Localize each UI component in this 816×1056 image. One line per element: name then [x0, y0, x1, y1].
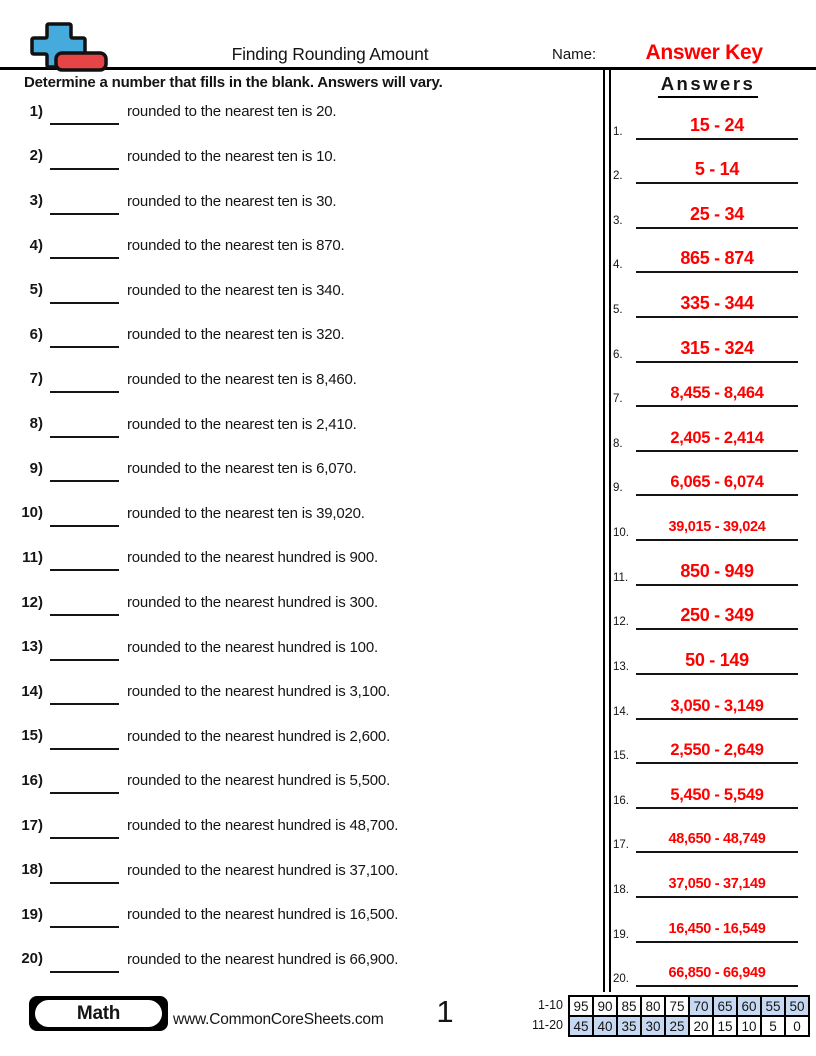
question-text: rounded to the nearest ten is 870. [127, 237, 345, 255]
answer-value: 50 - 149 [685, 649, 749, 670]
score-cell: 10 [736, 1015, 762, 1037]
question-row [0, 357, 600, 402]
question-number: 20) [21, 950, 43, 968]
score-cell: 35 [616, 1015, 642, 1037]
question-blank-line [50, 509, 119, 527]
question-text: rounded to the nearest hundred is 300. [127, 594, 378, 611]
question-row [0, 937, 600, 982]
score-cell: 15 [712, 1015, 738, 1037]
answer-row [610, 318, 806, 363]
question-number: 18) [21, 861, 43, 879]
answer-value: 5,450 - 5,549 [670, 785, 764, 804]
answer-row [610, 452, 806, 497]
answer-number: 15. [613, 750, 629, 763]
question-row [0, 446, 600, 491]
answer-row [610, 229, 806, 274]
question-text: rounded to the nearest hundred is 3,100. [127, 683, 391, 701]
answer-row [610, 541, 806, 586]
question-blank-line [50, 955, 119, 973]
minus-icon [56, 53, 106, 70]
answer-number: 4. [613, 259, 623, 272]
question-row [0, 89, 600, 134]
answer-row [610, 898, 806, 943]
answer-value: 8,455 - 8,464 [670, 384, 764, 403]
answer-row [610, 630, 806, 675]
instructions: Determine a number that fills in the blank. Answers will vary. [24, 74, 443, 91]
answer-value: 15 - 24 [690, 114, 744, 135]
question-blank-line [50, 910, 119, 928]
header-rule [0, 67, 816, 70]
score-cell: 90 [592, 995, 618, 1017]
question-row [0, 580, 600, 625]
score-cell: 75 [664, 995, 690, 1017]
answer-row [610, 720, 806, 765]
question-text: rounded to the nearest ten is 39,020. [127, 504, 365, 522]
question-text: rounded to the nearest hundred is 900. [127, 549, 378, 567]
score-table [522, 995, 810, 1037]
question-row [0, 267, 600, 312]
question-row [0, 134, 600, 179]
score-cell: 80 [640, 995, 666, 1017]
question-blank-line [50, 598, 119, 616]
question-blank-line [50, 420, 119, 438]
question-row [0, 535, 600, 580]
score-cells [568, 995, 810, 1017]
question-text: rounded to the nearest ten is 10. [127, 147, 337, 165]
question-number: 1) [29, 102, 43, 120]
question-text: rounded to the nearest ten is 2,410. [127, 415, 357, 433]
score-cell: 70 [688, 995, 714, 1017]
question-row [0, 401, 600, 446]
score-cell: 60 [736, 995, 762, 1017]
answer-number: 11. [613, 571, 629, 584]
name-value-answer-key: Answer Key [645, 41, 763, 64]
question-number: 2) [29, 147, 43, 165]
question-number: 13) [21, 638, 43, 656]
question-text: rounded to the nearest ten is 6,070. [127, 460, 357, 478]
answer-row [610, 853, 806, 898]
answer-number: 5. [613, 304, 623, 317]
question-number: 12) [21, 593, 43, 611]
answer-number: 18. [613, 883, 629, 896]
question-row [0, 758, 600, 803]
answers-column-title: Answers [658, 73, 759, 98]
questions-list [0, 89, 600, 981]
question-number: 5) [29, 281, 43, 299]
answer-number: 10. [613, 527, 629, 540]
answer-number: 6. [613, 348, 623, 361]
answer-row [610, 184, 806, 229]
answer-number: 8. [613, 437, 623, 450]
question-blank-line [50, 821, 119, 839]
question-number: 19) [21, 905, 43, 923]
question-blank-line [50, 553, 119, 571]
question-row [0, 624, 600, 669]
question-blank-line [50, 286, 119, 304]
answer-row [610, 407, 806, 452]
score-row-label: 11-20 [531, 1018, 563, 1032]
question-number: 17) [21, 816, 43, 834]
answer-value: 25 - 34 [690, 203, 744, 224]
question-blank-line [50, 197, 119, 215]
question-number: 3) [29, 192, 43, 210]
question-blank-line [50, 687, 119, 705]
answer-value: 2,550 - 2,649 [670, 741, 764, 760]
score-cell: 25 [664, 1015, 690, 1037]
score-cell: 45 [568, 1015, 594, 1037]
question-number: 6) [29, 325, 43, 343]
question-text: rounded to the nearest hundred is 16,500. [127, 906, 399, 924]
score-row-11-20 [522, 1015, 810, 1037]
question-text: rounded to the nearest hundred is 48,700. [127, 817, 399, 835]
question-blank-line [50, 643, 119, 661]
answer-value: 335 - 344 [680, 293, 754, 314]
question-text: rounded to the nearest ten is 320. [127, 326, 345, 344]
question-blank-line [50, 732, 119, 750]
answer-number: 13. [613, 660, 629, 673]
answer-row [610, 496, 806, 541]
score-cell: 65 [712, 995, 738, 1017]
score-cell: 0 [784, 1015, 810, 1037]
website-link: www.CommonCoreSheets.com [173, 1011, 384, 1028]
name-row [552, 40, 812, 65]
score-cell: 20 [688, 1015, 714, 1037]
answer-value: 39,015 - 39,024 [668, 519, 766, 536]
score-row-label: 1-10 [537, 998, 563, 1012]
question-number: 9) [29, 459, 43, 477]
question-text: rounded to the nearest hundred is 2,600. [127, 727, 391, 745]
answer-number: 17. [613, 839, 629, 852]
question-blank-line [50, 375, 119, 393]
plus-minus-logo [27, 21, 112, 78]
question-number: 14) [21, 682, 43, 700]
answer-number: 9. [613, 482, 623, 495]
score-cell: 95 [568, 995, 594, 1017]
answer-number: 16. [613, 794, 629, 807]
answer-row [610, 809, 806, 854]
plus-minus-logo-icon [27, 21, 112, 73]
answer-row [610, 273, 806, 318]
question-blank-line [50, 241, 119, 259]
answer-number: 12. [613, 616, 629, 629]
answer-value: 850 - 949 [680, 560, 754, 581]
question-row [0, 223, 600, 268]
answer-row [610, 95, 806, 140]
score-cell: 85 [616, 995, 642, 1017]
answer-row [610, 140, 806, 185]
answer-number: 2. [613, 170, 623, 183]
score-row-1-10 [522, 995, 810, 1017]
answers-list [610, 95, 806, 987]
score-cells [568, 1015, 810, 1037]
question-row [0, 892, 600, 937]
answer-row [610, 675, 806, 720]
question-row [0, 714, 600, 759]
question-text: rounded to the nearest ten is 340. [127, 281, 345, 299]
score-cell: 40 [592, 1015, 618, 1037]
score-cell: 55 [760, 995, 786, 1017]
name-label: Name: [552, 46, 597, 63]
question-text: rounded to the nearest hundred is 66,900. [127, 950, 399, 968]
answer-value: 865 - 874 [680, 248, 754, 269]
answer-value: 66,850 - 66,949 [668, 965, 766, 982]
question-row [0, 803, 600, 848]
answer-row [610, 586, 806, 631]
question-number: 15) [21, 727, 43, 745]
answer-row [610, 363, 806, 408]
answer-number: 3. [613, 214, 623, 227]
answer-number: 1. [613, 125, 623, 138]
question-text: rounded to the nearest hundred is 37,100. [127, 861, 399, 879]
question-text: rounded to the nearest ten is 30. [127, 192, 337, 210]
question-text: rounded to the nearest ten is 20. [127, 103, 337, 121]
score-cell: 30 [640, 1015, 666, 1037]
score-cell: 50 [784, 995, 810, 1017]
question-number: 16) [21, 771, 43, 789]
question-number: 7) [29, 370, 43, 388]
answer-value: 5 - 14 [694, 159, 740, 180]
answer-number: 7. [613, 393, 623, 406]
answer-value: 16,450 - 16,549 [668, 920, 766, 937]
question-row [0, 847, 600, 892]
question-text: rounded to the nearest hundred is 100. [127, 638, 378, 656]
question-number: 10) [21, 504, 43, 522]
score-cell: 5 [760, 1015, 786, 1037]
question-row [0, 312, 600, 357]
answer-number: 19. [613, 928, 629, 941]
page-number: 1 [436, 994, 454, 1029]
answer-value: 6,065 - 6,074 [670, 473, 764, 492]
question-row [0, 669, 600, 714]
question-blank-line [50, 464, 119, 482]
answer-number: 14. [613, 705, 629, 718]
question-blank-line [50, 152, 119, 170]
answer-value: 3,050 - 3,149 [670, 696, 764, 715]
answer-row [610, 764, 806, 809]
question-blank-line [50, 776, 119, 794]
question-blank-line [50, 866, 119, 884]
question-text: rounded to the nearest hundred is 5,500. [127, 772, 391, 790]
question-number: 8) [29, 415, 43, 433]
answer-value: 48,650 - 48,749 [668, 831, 766, 848]
subject-badge [29, 996, 168, 1031]
question-row [0, 490, 600, 535]
answer-value: 250 - 349 [680, 605, 754, 626]
question-number: 11) [22, 548, 43, 566]
question-text: rounded to the nearest ten is 8,460. [127, 370, 357, 388]
question-blank-line [50, 107, 119, 125]
answer-underline [636, 985, 798, 987]
answer-value: 315 - 324 [680, 337, 754, 358]
answer-value: 37,050 - 37,149 [668, 875, 766, 892]
question-blank-line [50, 330, 119, 348]
question-row [0, 178, 600, 223]
subject-badge-label: Math [76, 1002, 121, 1024]
worksheet-title: Finding Rounding Amount [231, 44, 429, 64]
question-number: 4) [29, 236, 43, 254]
subject-badge-pill [35, 1000, 162, 1027]
answer-number: 20. [613, 973, 629, 986]
answer-row [610, 943, 806, 988]
answer-value: 2,405 - 2,414 [670, 428, 764, 447]
